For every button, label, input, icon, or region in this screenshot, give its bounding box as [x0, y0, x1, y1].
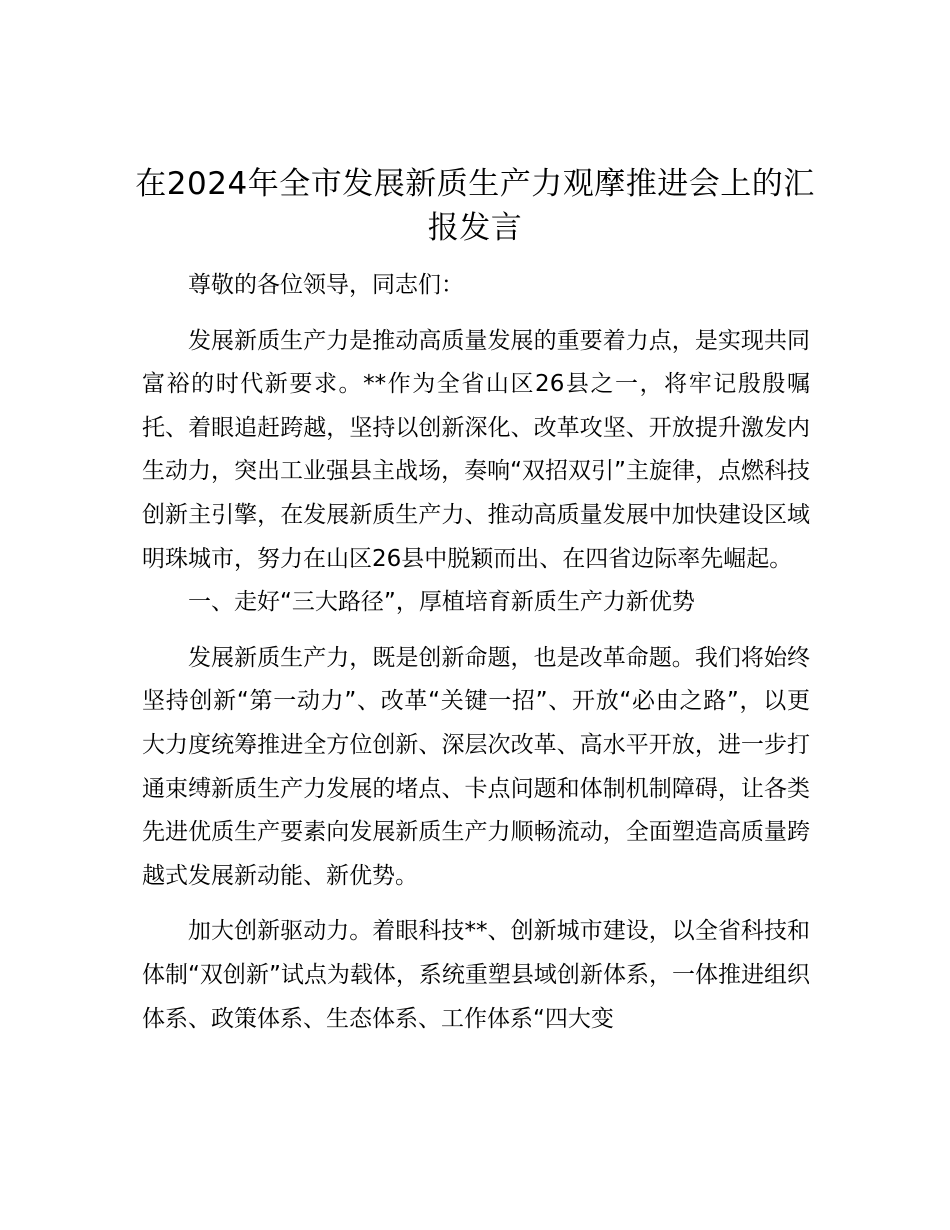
body-paragraph: 加大创新驱动力。着眼科技**、创新城市建设，以全省科技和体制“双创新”试点为载体，系统重塑县域创新体系，一体推进组织体系、政策体系、生态体系、工作体系“四大变 — [142, 918, 810, 1032]
section-heading-1: 一、走好“三大路径”，厚植培育新质生产力新优势 — [188, 589, 695, 616]
document-body — [142, 264, 810, 1041]
intro-paragraph: 发展新质生产力是推动高质量发展的重要着力点，是实现共同富裕的时代新要求。**作为全省山区26县之一，将牢记殷殷嘱托、着眼追赶跨越，坚持以创新深化、改革攻坚、开放提升激发内生动力，突出工业强县主战场，奏响“双招双引”主旋律，点燃科技创新主引擎，在发展新质生产力、推动高质量发展中加快建设区域明珠城市，努力在山区26县中脱颖而出、在四省边际率先崛起。 — [142, 327, 810, 572]
body-paragraph: 发展新质生产力，既是创新命题，也是改革命题。我们将始终坚持创新“第一动力”、改革“关键一招”、开放“必由之路”，以更大力度统筹推进全方位创新、深层次改革、高水平开放，进一步打通束缚新质生产力发展的堵点、卡点问题和体制机制障碍，让各类先进优质生产要素向发展新质生产力顺畅流动，全面塑造高质量跨越式发展新动能、新优势。 — [142, 644, 810, 889]
salutation-paragraph: 尊敬的各位领导，同志们： — [188, 272, 464, 298]
document-title: 在2024年全市发展新质生产力观摩推进会上的汇报发言 — [135, 166, 815, 246]
